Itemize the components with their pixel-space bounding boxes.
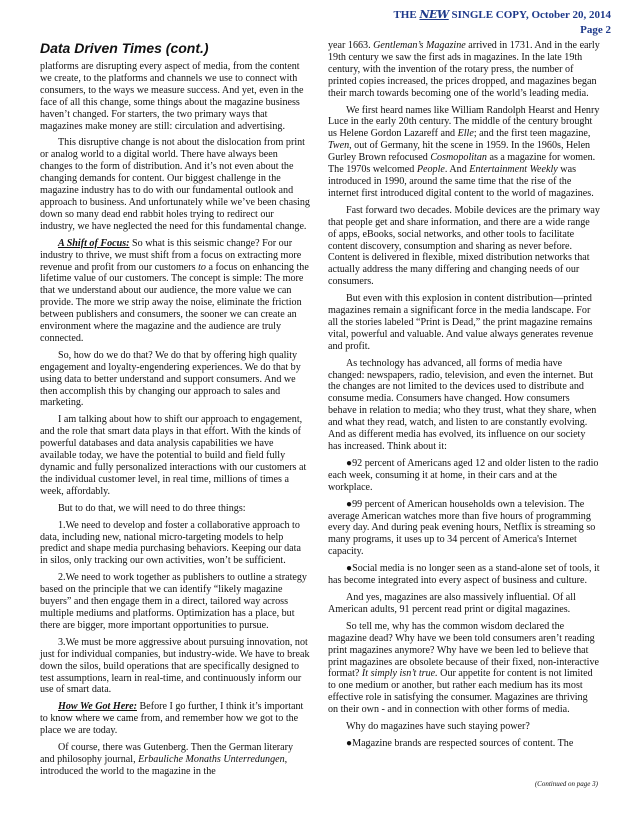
- text-run-italic: Twen: [328, 140, 350, 152]
- text-run: arrived in 1731. And in the early 19th century we saw the first ads in magazines. In the late 19th century, with the invention of the rotary press, the number of printed copies increased, the prices dropped, and magazines began their march towards becoming one of the world’s leading media.: [328, 40, 600, 99]
- left-list-item-3: 3.We must be more aggressive about pursuing innovation, not just for individual companies, but industry-wide. We have to break down the silos, build operations that are specifically designed to test assumptions, learn in real-time, and continuously inform our use of smart data.: [40, 636, 310, 696]
- text-run: So what is this seismic change? For our industry to thrive, we must shift from a focus on extracting more revenue and profit from our customers: [40, 237, 302, 273]
- text-run: year 1663.: [328, 40, 374, 51]
- text-run: , out of Germany, hit the scene in 1959. In the 1960s, Helen Gurley Brown refocused: [328, 140, 591, 164]
- left-column: [40, 40, 310, 783]
- right-bullet-2: ●99 percent of American households own a television. The average American watches more than five hours of programming every day. And during peak evening hours, Netflix is streaming so many programs, it uses up to 34 percent of America's Internet capacity.: [328, 498, 596, 558]
- right-bullet-1: ●92 percent of Americans aged 12 and older listen to the radio each week, consuming it at home, in their cars and at the workplace.: [328, 457, 599, 493]
- right-paragraph-11: Why do magazines have such staying power?: [346, 721, 530, 733]
- page-header: [393, 7, 611, 38]
- left-paragraph-5: I am talking about how to shift our approach to engagement, and the role that smart data plays in that effort. With the kinds of powerful databases and data analysis capabilities we have available today, we have the potential to build and field fully dynamic and fully personalized interactions with our customers at the individual customer level, in real time, millions of times a week, affordably.: [40, 414, 307, 497]
- text-run: was introduced in 1990, around the same time that the rise of the internet first introduced digital content to the world of magazines.: [328, 164, 594, 199]
- masthead-post: SINGLE COPY, October 20, 2014: [448, 9, 611, 21]
- text-run: , introduced the world to the magazine in the: [40, 753, 288, 777]
- text-run-italic: Erbauliche Monaths Unterredungen: [138, 753, 285, 765]
- continued-note: (Continued on page 3): [534, 780, 598, 788]
- text-run: Of course, there was Gutenberg. Then the German literary and philosophy journal,: [40, 742, 294, 765]
- text-run-italic: Entertainment Weekly: [469, 164, 558, 176]
- text-run: ; and the first teen magazine,: [473, 128, 591, 140]
- text-run: as a magazine for women. The 1970s welcomed: [328, 152, 596, 176]
- right-bullet-3: ●Social media is no longer seen as a stand-alone set of tools, it has become integrated into every aspect of business and culture.: [328, 563, 600, 587]
- text-run-italic: Elle: [457, 128, 474, 140]
- left-paragraph-6: But to do that, we will need to do three things:: [58, 502, 246, 514]
- left-paragraph-11: [40, 742, 310, 778]
- text-run: We first heard names like William Randolph Hearst and Henry Luce in the early 20th century. The middle of the century brought us Helene Gordon Lazareff and: [328, 104, 600, 140]
- left-paragraph-10: [40, 701, 310, 737]
- subhead-shift-of-focus: A Shift of Focus:: [58, 237, 130, 249]
- right-paragraph-1: [328, 40, 600, 100]
- text-run: . And: [444, 164, 470, 176]
- text-run: Our appetite for content is not limited to one medium or another, but rather each medium has its most effective role in satisfying the consumer. Magazines are thriving on their own - and in connection with other forms of media.: [328, 668, 593, 716]
- left-list-item-2: 2.We need to work together as publishers to outline a strategy based on the principle that we can identify “likely magazine buyers” and then engage them in a direct, tailored way across multiple mediums and platforms. Optimization has a place, but there are bigger, more important opportunities to pursue.: [40, 572, 307, 631]
- right-bullet-4: ●Magazine brands are respected sources of content. The: [346, 737, 574, 749]
- right-paragraph-3: Fast forward two decades. Mobile devices are the primary way that people get and share information, and there are a wide range of apps, eBooks, social networks, and other tools to facilitate content discovery, consumption and sharing as never before. Content is delivered in flexible, mixed distribution networks that actually address the many differing and changing needs of our consumers.: [328, 204, 600, 288]
- page-number: Page 2: [580, 24, 611, 36]
- article-title: Data Driven Times (cont.): [40, 40, 209, 56]
- left-list-item-1: 1.We need to develop and foster a collaborative approach to data, including new, national micro-targeting models to help predict and shape media purchasing behaviors. Keeping our data in silos, only tracking our own activities, won’t be sufficient.: [40, 519, 301, 567]
- text-run: So tell me, why has the common wisdom declared the magazine dead? Why have we been told consumers aren’t reading print magazines anymore? Why have we been led to believe that print magazines are obsolete because of their fixed, non-interactive format?: [328, 620, 600, 680]
- text-run-italic: to: [198, 261, 206, 273]
- left-paragraph-4: So, how do we do that? We do that by offering high quality engagement and loyalty-engendering experiences. We do that by using data to better understand and support consumers. And we then accomplish this by changing our approach to sales and marketing.: [40, 349, 301, 409]
- text-run-italic: Gentleman’s Magazine: [373, 40, 466, 51]
- text-run-italic: It simply isn’t true.: [361, 668, 438, 680]
- masthead: [393, 7, 611, 23]
- masthead-new-logo: NEW: [419, 8, 449, 21]
- subhead-how-we-got-here: How We Got Here:: [58, 701, 137, 713]
- masthead-pre: THE: [393, 9, 420, 21]
- right-paragraph-9: And yes, magazines are also massively influential. Of all American adults, 91 percent read print or digital magazines.: [328, 591, 576, 615]
- text-run-italic: Cosmopolitan: [430, 152, 487, 164]
- left-paragraph-3: [40, 238, 310, 345]
- right-paragraph-2: [328, 105, 600, 200]
- text-run: a focus on enhancing the lifetime value of our customers. The concept is simple: The more that we understand about our audience, the more value we can provide. The more we strip away the noise, eliminate the friction between publishers and consumers, the sooner we can create an environment where the magazine and the audience are truly connected.: [40, 261, 309, 344]
- right-paragraph-4: But even with this explosion in content distribution—printed magazines remain a significant force in the media landscape. For all the stories labeled “Print is Dead,” the print magazine remains vital, powerful and valuable. And value always generates revenue and profit.: [328, 293, 594, 352]
- right-column: [328, 40, 600, 755]
- text-run: Before I go further, I think it’s important to know where we came from, and remember how we got to the place we are today.: [40, 701, 304, 737]
- left-paragraph-2: This disruptive change is not about the dislocation from print or analog world to a digital world. There have always been changes to the form of distribution. And it’s not even about the changing demands for content. Our biggest challenge in the magazine industry has to do with our fundamental outlook and approach to business. And unfortunately while we’ve been chasing down so many dead end rabbit holes trying to redirect our industry, we have neglected the need for this fundamental change.: [40, 137, 310, 232]
- right-paragraph-5: As technology has advanced, all forms of media have changed: newspapers, radio, television, and even the internet. But the changes are not limited to the devices used to distribute and consume media. Consumers have changed. How consumers behave in relation to media; who they trust, what they share, when and what they read, watch, and listen to are constantly evolving. And as different media has evolved, its influence on our society has increased. Think about it:: [328, 357, 597, 452]
- left-paragraph-1: platforms are disrupting every aspect of media, from the content we create, to the platforms and channels we use to connect with consumers, to the ways we measure success. And yet, even in the face of all this change, some things about the magazine business haven’t changed. For starters, the two primary ways that magazines make money are still: circulation and advertising.: [40, 61, 304, 132]
- text-run-italic: People: [416, 164, 445, 176]
- right-paragraph-10: [328, 621, 600, 716]
